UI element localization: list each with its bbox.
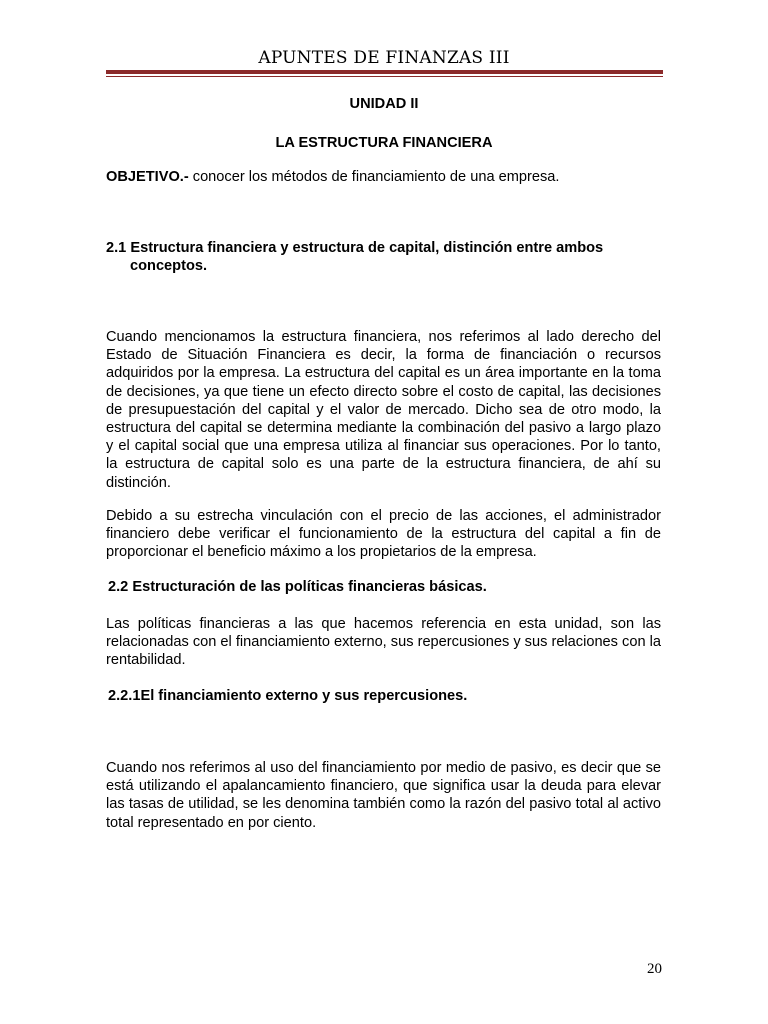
unit-heading: UNIDAD II — [349, 96, 419, 112]
objective-line — [106, 168, 661, 186]
section-2-1-paragraph-2: Debido a su estrecha vinculación con el precio de las acciones, el administrador financiero debe verificar el funcionamiento de la estructura del capital a fin de proporcionar el beneficio máximo a los propietarios de la empresa. — [106, 508, 661, 561]
page-number: 20 — [647, 961, 662, 977]
section-2-1-heading — [106, 239, 661, 275]
objective-label: OBJETIVO.- — [106, 169, 189, 185]
header-rule-thin — [106, 76, 663, 77]
section-2-2-1-paragraph: Cuando nos referimos al uso del financiamiento por medio de pasivo, es decir que se está utilizando el apalancamiento financiero, que significa usar la deuda para elevar las tasas de utilidad, se les denomina también como la razón del pasivo total al activo total representado en por ciento. — [106, 760, 661, 831]
header-rule-thick — [106, 70, 663, 74]
section-2-1-heading-line1: 2.1 Estructura financiera y estructura de capital, distinción entre ambos — [106, 240, 604, 256]
objective-text: conocer los métodos de financiamiento de una empresa. — [188, 169, 560, 185]
section-2-1-paragraph: Cuando mencionamos la estructura financiera, nos referimos al lado derecho del Estado de Situación Financiera es decir, la forma de financiación o recursos adquiridos por la empresa. La estructura del capital es un área importante en la toma de decisiones, ya que tiene un efecto directo sobre el costo de capital, las decisiones de presupuestación del capital y el valor de mercado. Dicho sea de otro modo, la estructura del capital se determina mediante la combinación del pasivo a largo plazo y el capital social que una empresa utiliza al financiar sus operaciones. Por lo tanto, la estructura de capital solo es una parte de la estructura financiera, de ahí su distinción. — [106, 329, 661, 491]
running-header: APUNTES DE FINANZAS III — [258, 48, 510, 68]
section-2-2-paragraph: Las políticas financieras a las que hacemos referencia en esta unidad, son las relacionadas con el financiamiento externo, sus repercusiones y sus relaciones con la rentabilidad. — [106, 616, 661, 669]
section-2-2-1-heading: 2.2.1El financiamiento externo y sus repercusiones. — [108, 688, 468, 704]
chapter-title: LA ESTRUCTURA FINANCIERA — [275, 135, 493, 151]
section-2-1-heading-line2: conceptos. — [130, 258, 208, 275]
section-2-2-heading: 2.2 Estructuración de las políticas financieras básicas. — [108, 579, 487, 595]
